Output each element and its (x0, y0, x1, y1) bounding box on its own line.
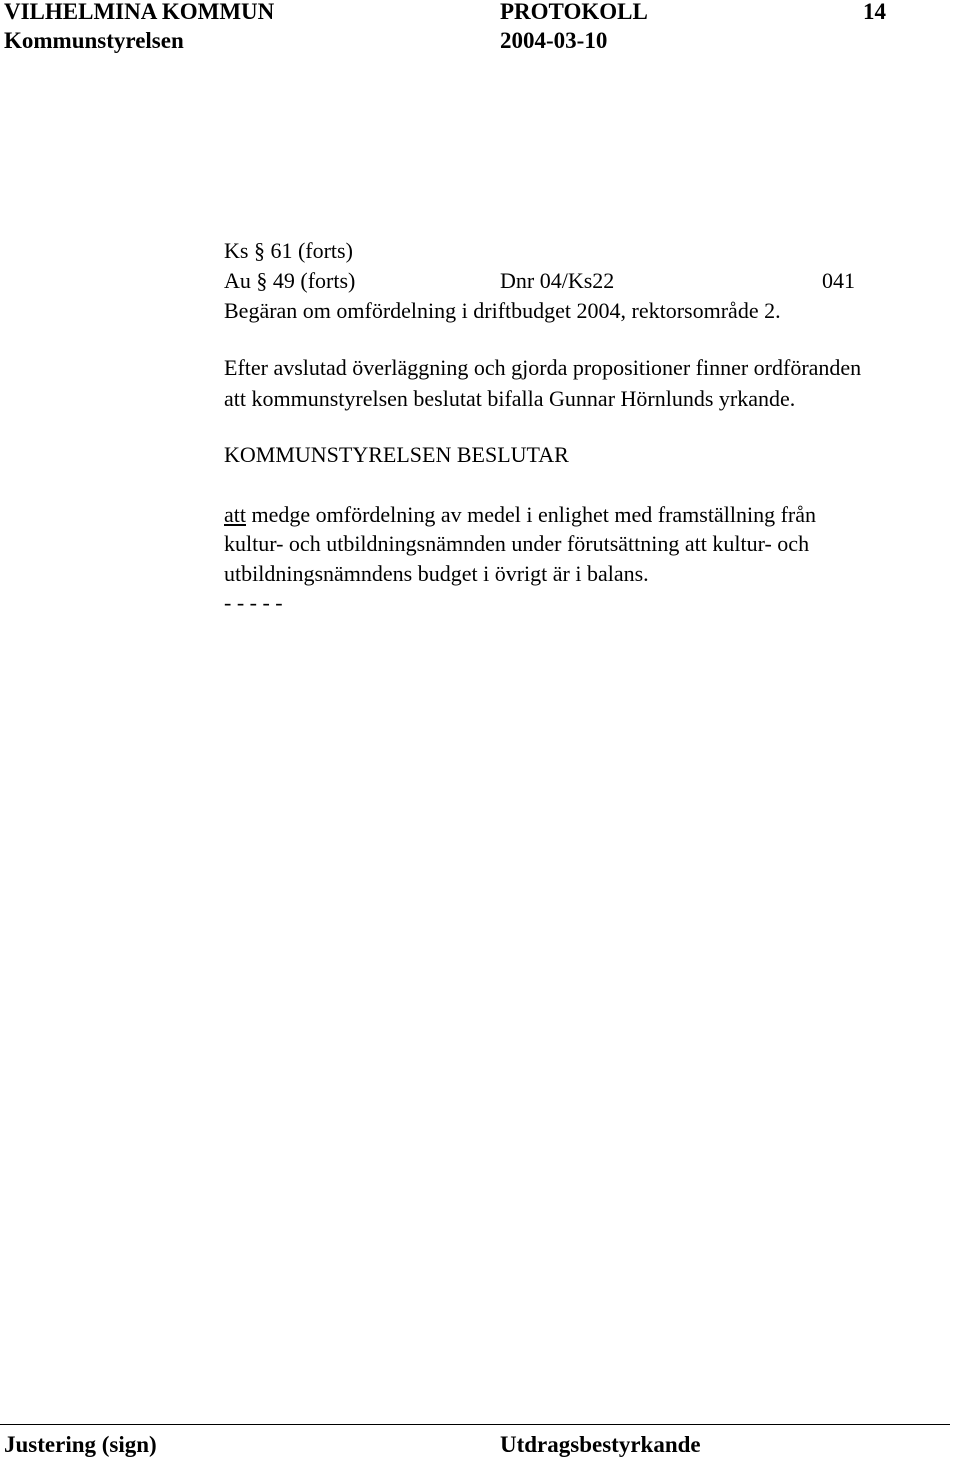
au-paragraph-ref: Au § 49 (forts) (224, 268, 356, 293)
decision-line-1 (224, 504, 816, 526)
municipality-name: VILHELMINA KOMMUN (4, 0, 275, 24)
decision-heading: KOMMUNSTYRELSEN BESLUTAR (224, 442, 569, 467)
justering-signature: Justering (sign) (4, 1432, 157, 1457)
diary-number: Dnr 04/Ks22 (500, 268, 615, 293)
archive-code: 041 (822, 268, 855, 293)
att-keyword: att (224, 502, 246, 527)
discussion-line-2: att kommunstyrelsen beslutat bifalla Gunnar Hörnlunds yrkande. (224, 386, 796, 411)
ks-paragraph-ref: Ks § 61 (forts) (224, 238, 353, 263)
page-number: 14 (863, 0, 886, 24)
committee-name: Kommunstyrelsen (4, 28, 184, 53)
case-subject: Begäran om omfördelning i driftbudget 2004, rektorsområde 2. (224, 298, 781, 323)
utdragsbestyrkande: Utdragsbestyrkande (500, 1432, 701, 1457)
document-type: PROTOKOLL (500, 0, 648, 24)
end-marker: - - - - - (224, 590, 283, 615)
decision-line-2: kultur- och utbildningsnämnden under förutsättning att kultur- och (224, 531, 810, 556)
footer-rule (0, 1424, 950, 1425)
discussion-line-1: Efter avslutad överläggning och gjorda propositioner finner ordföranden (224, 355, 862, 380)
decision-line-3: utbildningsnämndens budget i övrigt är i balans. (224, 561, 649, 586)
meeting-date: 2004-03-10 (500, 28, 608, 53)
decision-line-1-text: medge omfördelning av medel i enlighet med framställning från (246, 502, 816, 527)
